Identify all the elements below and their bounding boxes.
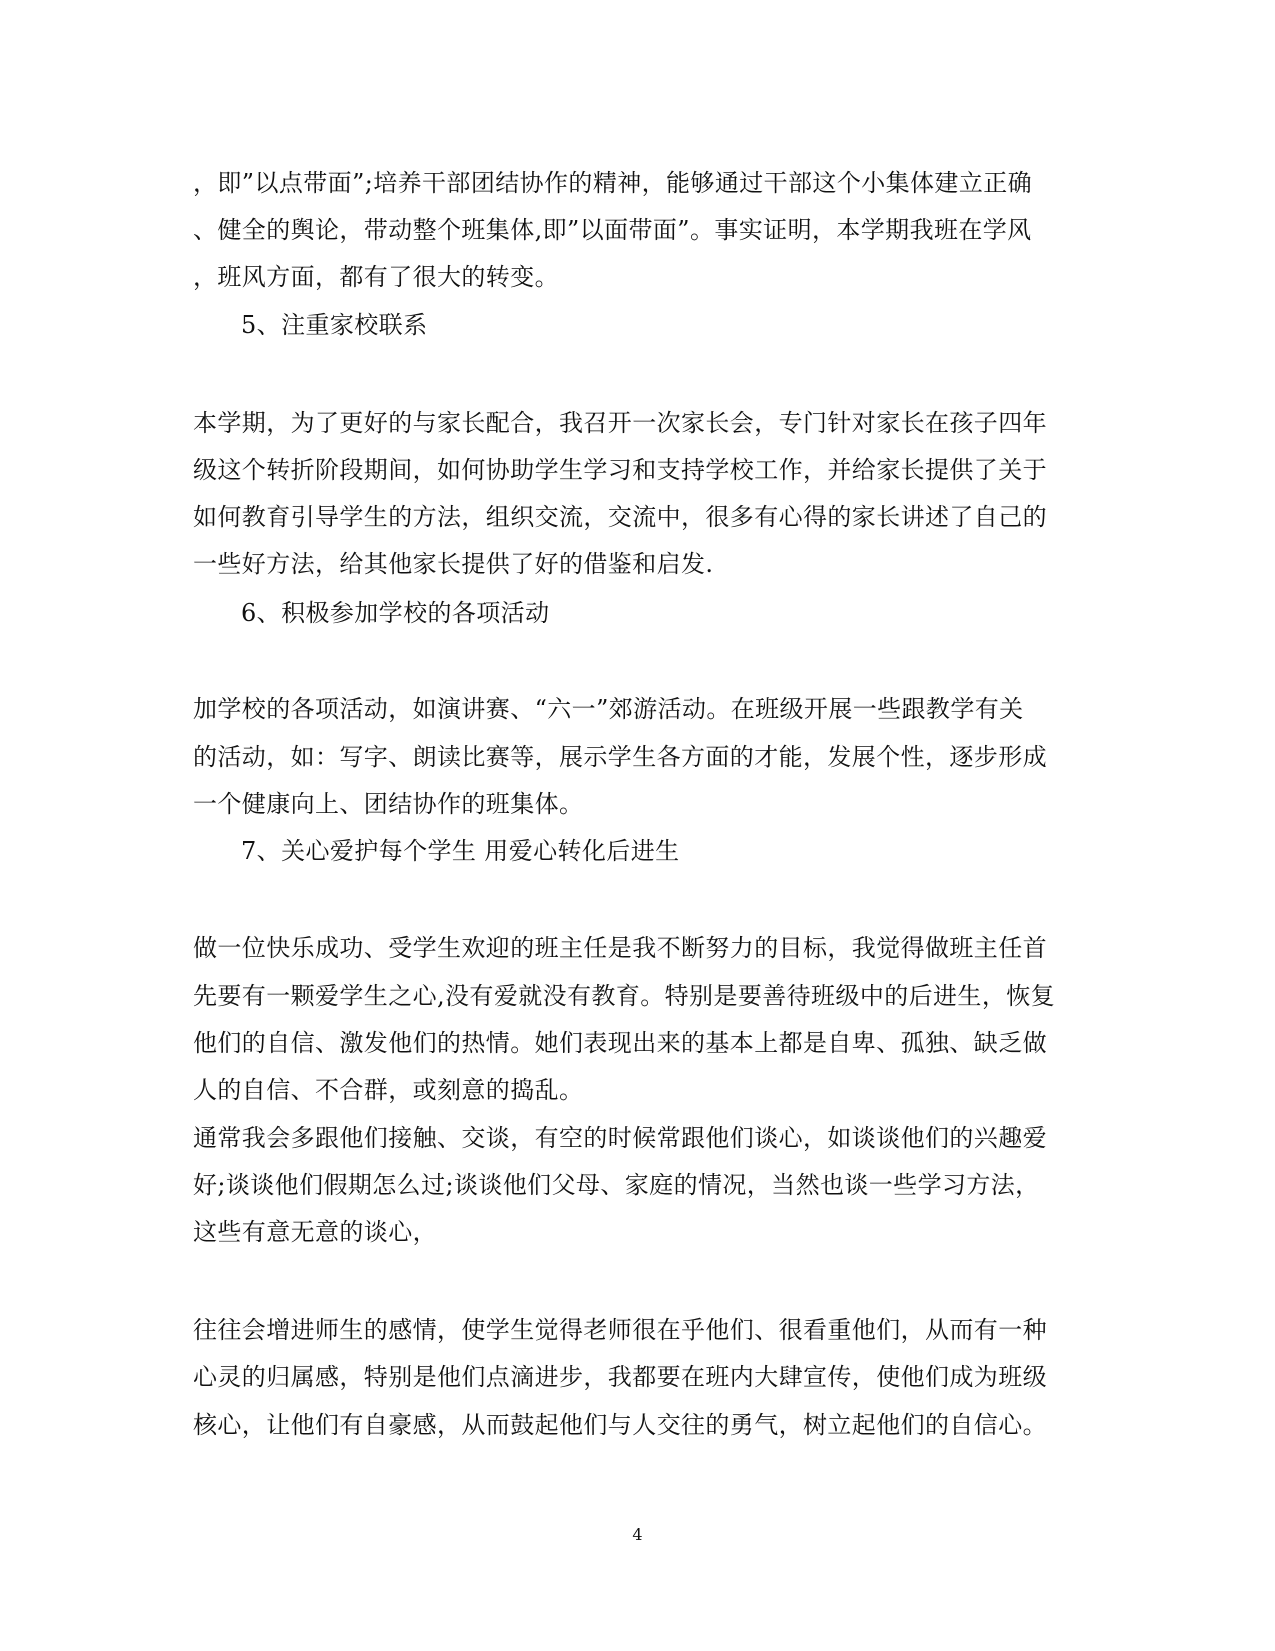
paragraph-line: 这些有意无意的谈心，: [193, 1218, 437, 1246]
paragraph-line: 本学期，为了更好的与家长配合，我召开一次家长会，专门针对家长在孩子四年: [193, 409, 1047, 437]
paragraph-line: 级这个转折阶段期间，如何协助学生学习和支持学校工作，并给家长提供了关于: [193, 456, 1047, 484]
paragraph-line: 一些好方法，给其他家长提供了好的借鉴和启发.: [193, 550, 714, 578]
paragraph-line: 做一位快乐成功、受学生欢迎的班主任是我不断努力的目标，我觉得做班主任首: [193, 934, 1047, 962]
paragraph-line: 的活动，如：写字、朗读比赛等，展示学生各方面的才能，发展个性，逐步形成: [193, 743, 1047, 771]
paragraph-line: 一个健康向上、团结协作的班集体。: [193, 790, 584, 818]
paragraph-line: ，班风方面，都有了很大的转变。: [193, 263, 559, 291]
paragraph-line: 通常我会多跟他们接触、交谈，有空的时候常跟他们谈心，如谈谈他们的兴趣爱: [193, 1124, 1047, 1152]
paragraph-line: 、健全的舆论，带动整个班集体,即”以面带面”。事实证明，本学期我班在学风: [193, 216, 1032, 244]
page-number: 4: [632, 1525, 643, 1544]
paragraph-line: 加学校的各项活动，如演讲赛、“六一”郊游活动。在班级开展一些跟教学有关: [193, 695, 1024, 723]
paragraph-line: 好;谈谈他们假期怎么过;谈谈他们父母、家庭的情况，当然也谈一些学习方法，: [193, 1171, 1040, 1199]
paragraph-line: 他们的自信、激发他们的热情。她们表现出来的基本上都是自卑、孤独、缺乏做: [193, 1029, 1047, 1057]
paragraph-line: 如何教育引导学生的方法，组织交流，交流中，很多有心得的家长讲述了自己的: [193, 503, 1047, 531]
paragraph-line: 人的自信、不合群，或刻意的捣乱。: [193, 1076, 584, 1104]
paragraph-line: 先要有一颗爱学生之心,没有爱就没有教育。特别是要善待班级中的后进生，恢复: [193, 982, 1056, 1010]
section-heading-5: 5、注重家校联系: [241, 311, 428, 339]
paragraph-line: 核心，让他们有自豪感，从而鼓起他们与人交往的勇气，树立起他们的自信心。: [193, 1411, 1047, 1439]
paragraph-line: 往往会增进师生的感情，使学生觉得老师很在乎他们、很看重他们，从而有一种: [193, 1316, 1047, 1344]
section-heading-7: 7、关心爱护每个学生 用爱心转化后进生: [241, 837, 680, 865]
paragraph-line: 心灵的归属感，特别是他们点滴进步，我都要在班内大肆宣传，使他们成为班级: [193, 1363, 1047, 1391]
section-heading-6: 6、积极参加学校的各项活动: [241, 599, 550, 627]
paragraph-line: ，即”以点带面”;培养干部团结协作的精神，能够通过干部这个小集体建立正确: [193, 169, 1033, 197]
